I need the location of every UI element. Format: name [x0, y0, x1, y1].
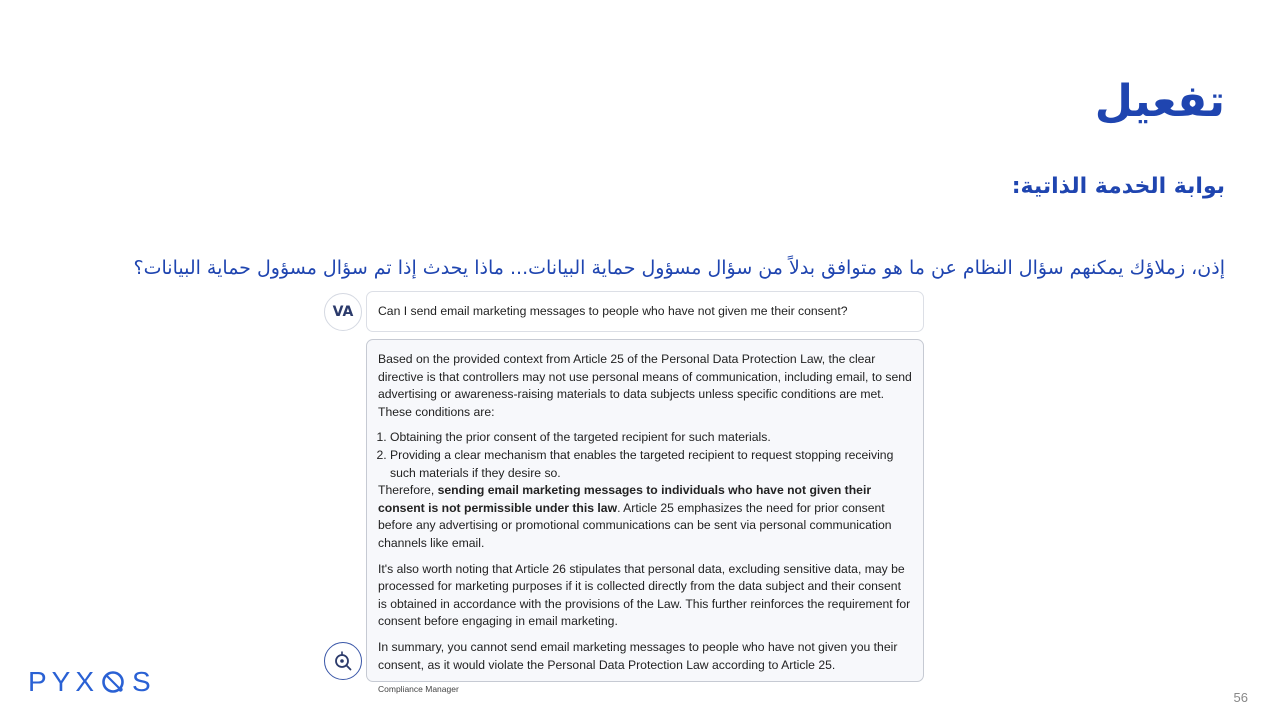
- assistant-label: Compliance Manager: [378, 684, 459, 694]
- condition-item: 2. Providing a clear mechanism that enables the targeted recipient to request stopping receiving such materials if they desire so.: [390, 447, 912, 482]
- pyxos-logo: [28, 666, 156, 698]
- page-number: 56: [1233, 690, 1248, 705]
- logo-text-prefix: PYX: [28, 666, 100, 697]
- assistant-message-bubble: [366, 339, 924, 682]
- conditions-list: [378, 429, 912, 482]
- condition-item: 1. Obtaining the prior consent of the targeted recipient for such materials.: [390, 429, 912, 447]
- answer-summary: In summary, you cannot send email marketing messages to people who have not given you their consent, as it would violate the Personal Data Protection Law according to Article 25.: [378, 639, 898, 672]
- compliance-search-icon: [332, 650, 354, 672]
- slide-title: تفعيل: [1094, 76, 1225, 127]
- answer-note: It's also worth noting that Article 26 stipulates that personal data, excluding sensitive data, may be processed for marketing purposes if it is collected directly from the data subject and their consent is obtained in accordance with the provisions of the Law. This further reinforces the requirement for consent before engaging in email marketing.: [378, 561, 911, 629]
- slide-subtitle: بوابة الخدمة الذاتية:: [1011, 174, 1225, 199]
- conclusion-bold: sending email marketing messages to individuals who have not given their consent is not permissible under this law: [378, 483, 872, 515]
- user-message-bubble: Can I send email marketing messages to people who have not given me their consent?: [366, 291, 924, 332]
- conclusion-prefix: Therefore,: [378, 483, 438, 498]
- answer-conclusion: [378, 482, 912, 552]
- slide-question: إذن، زملاؤك يمكنهم سؤال النظام عن ما هو متوافق بدلاً من سؤال مسؤول حماية البيانات... ماذا يحدث إذا تم سؤال مسؤول حماية البيانات؟: [133, 257, 1225, 279]
- conclusion-suffix: . Article 25 emphasizes the need for prior consent before any advertising or promotional communications can be sent via personal communication channels like email.: [378, 500, 892, 550]
- assistant-avatar: [324, 642, 362, 680]
- logo-text-suffix: S: [132, 666, 156, 697]
- answer-intro: Based on the provided context from Article 25 of the Personal Data Protection Law, the clear directive is that controllers may not use personal means of communication, including email, to send advertising or awareness-raising materials to data subjects unless specific conditions are met. These conditions are:: [378, 352, 912, 419]
- logo-o-icon: [99, 668, 127, 696]
- user-avatar: VA: [324, 293, 362, 331]
